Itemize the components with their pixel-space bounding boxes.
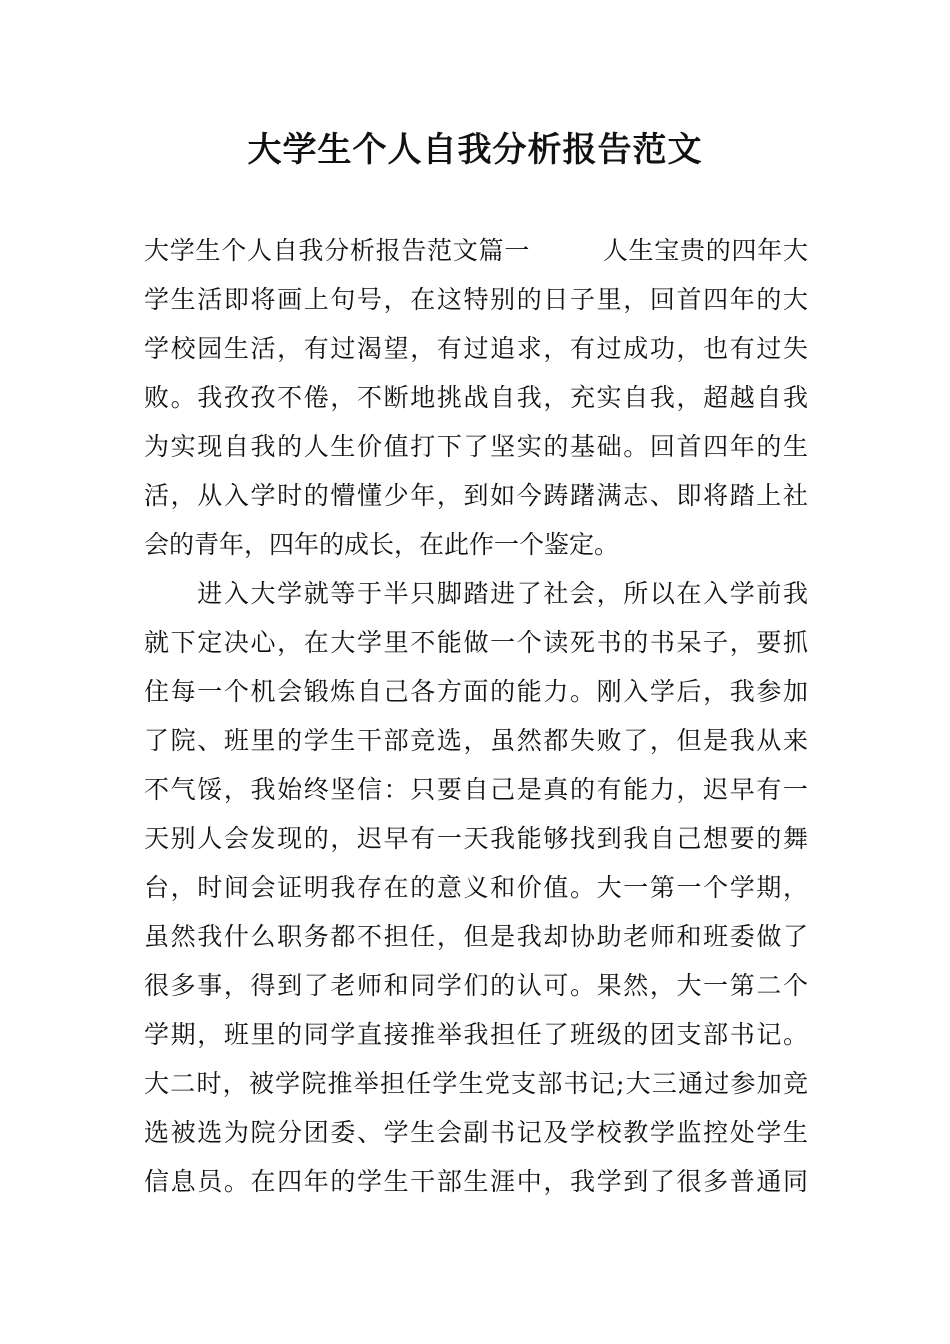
paragraph-line: 学校园生活，有过渴望，有过追求，有过成功，也有过失 [144, 334, 808, 363]
paragraph-line: 台，时间会证明我存在的意义和价值。大一第一个学期， [144, 873, 808, 902]
paragraph-line: 为实现自我的人生价值打下了坚实的基础。回首四年的生 [144, 432, 808, 461]
paragraph-line: 不气馁，我始终坚信：只要自己是真的有能力，迟早有一 [144, 775, 808, 804]
paragraph-line: 信息员。在四年的学生干部生涯中，我学到了很多普通同 [144, 1167, 808, 1196]
document-title: 大学生个人自我分析报告范文 [247, 130, 703, 170]
paragraph-line: 天别人会发现的，迟早有一天我能够找到我自己想要的舞 [144, 824, 808, 853]
paragraph-line: 住每一个机会锻炼自己各方面的能力。刚入学后，我参加 [144, 677, 808, 706]
section-heading: 大学生个人自我分析报告范文篇一 [144, 236, 531, 265]
paragraph-line: 了院、班里的学生干部竞选，虽然都失败了，但是我从来 [144, 726, 808, 755]
paragraph-line: 进入大学就等于半只脚踏进了社会，所以在入学前我 [144, 579, 808, 608]
paragraph-line [144, 226, 808, 275]
paragraph-line: 很多事，得到了老师和同学们的认可。果然，大一第二个 [144, 971, 808, 1000]
paragraph-line: 大二时，被学院推举担任学生党支部书记;大三通过参加竞 [144, 1069, 808, 1098]
paragraph-line: 就下定决心，在大学里不能做一个读死书的书呆子，要抓 [144, 628, 808, 657]
paragraph-line: 虽然我什么职务都不担任，但是我却协助老师和班委做了 [144, 922, 808, 951]
paragraph-line: 学生活即将画上句号，在这特别的日子里，回首四年的大 [144, 285, 808, 314]
paragraph-line: 学期，班里的同学直接推举我担任了班级的团支部书记。 [144, 1020, 808, 1049]
paragraph-line: 败。我孜孜不倦，不断地挑战自我，充实自我，超越自我 [144, 383, 808, 412]
paragraph-line: 会的青年，四年的成长，在此作一个鉴定。 [144, 530, 620, 559]
line-text: 人生宝贵的四年大 [602, 236, 808, 265]
paragraph-1 [144, 226, 808, 569]
paragraph-2 [144, 569, 808, 1206]
paragraph-line: 活，从入学时的懵懂少年，到如今踌躇满志、即将踏上社 [144, 481, 808, 510]
document-body [144, 226, 808, 1206]
paragraph-line: 选被选为院分团委、学生会副书记及学校教学监控处学生 [144, 1118, 808, 1147]
